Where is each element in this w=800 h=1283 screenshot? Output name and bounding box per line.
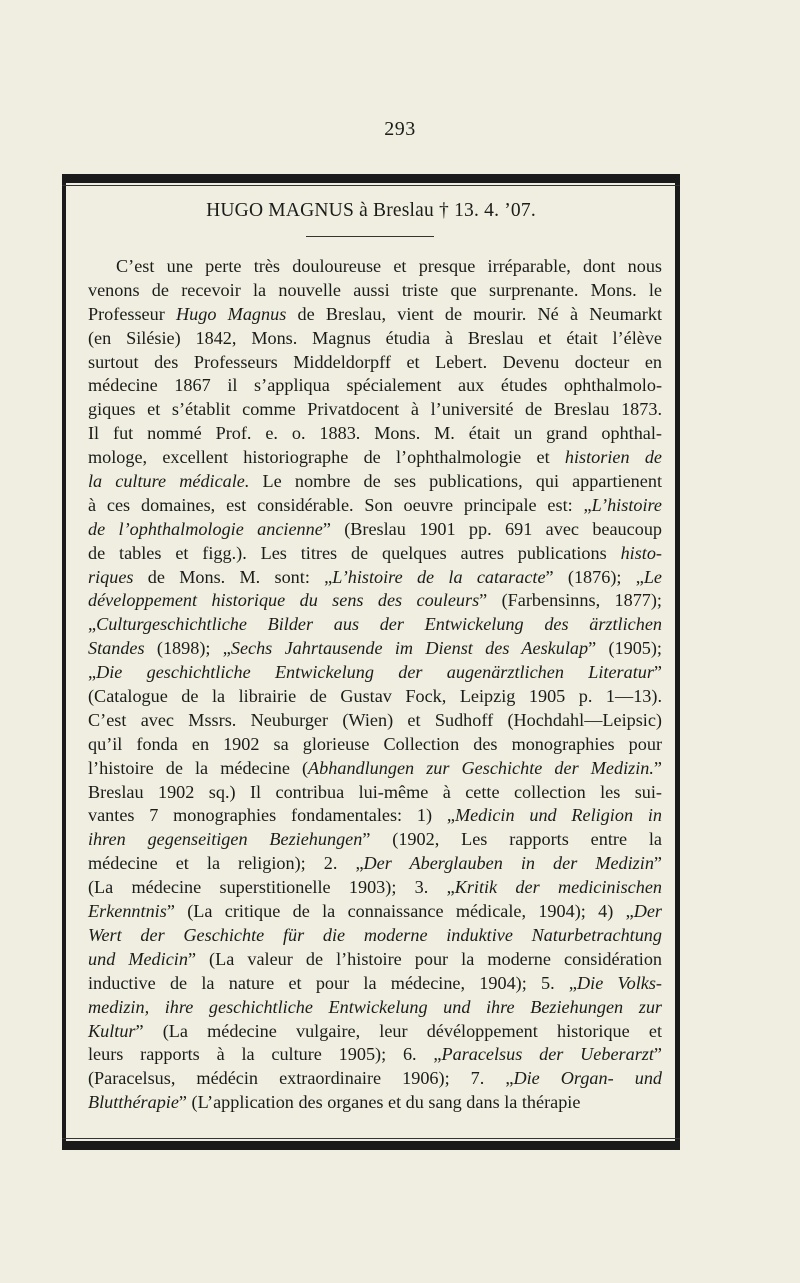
text-segment: ” (Breslau 1901 pp. 691 avec beaucoup: [322, 518, 663, 539]
heading-divider: [306, 236, 434, 237]
text-line: [88, 709, 662, 733]
italic-text: L’histoire de la cataracte: [332, 566, 546, 587]
text-line: [88, 948, 662, 972]
text-segment: ” (Farbensinns, 1877);: [479, 590, 662, 611]
text-line: [88, 589, 662, 613]
obituary-body-text: [88, 255, 662, 1115]
text-segment: ” (1905);: [588, 638, 662, 659]
text-segment: (1898); „: [144, 638, 231, 659]
text-segment: Breslau 1902 sq.) Il contribua lui-même à cette collection les sui-: [88, 781, 662, 802]
italic-text: la culture médicale.: [88, 471, 250, 492]
italic-text: Medicin und Religion in: [454, 805, 663, 826]
text-segment: ” (L’application des organes et du sang dans la thérapie: [178, 1092, 581, 1113]
text-segment: médecine et la religion); 2. „: [88, 853, 364, 874]
italic-text: Die Volks-: [577, 972, 662, 993]
text-segment: surtout des Professeurs Middeldorpff et Lebert. Devenu docteur en: [88, 351, 662, 372]
italic-text: historien de: [564, 447, 662, 468]
text-segment: médecine 1867 il s’appliqua spécialement aux études ophthalmolo-: [88, 375, 662, 396]
text-line: [88, 661, 662, 685]
text-line: [88, 757, 662, 781]
text-segment: Il fut nommé Prof. e. o. 1883. Mons. M. était un grand ophthal-: [88, 423, 662, 444]
text-segment: ”: [653, 1044, 662, 1065]
text-segment: mologe, excellent historiographe de l’ophthalmologie et: [88, 447, 565, 468]
italic-text: Le: [643, 566, 662, 587]
italic-text: Die Organ- und: [513, 1068, 663, 1089]
text-line: [88, 613, 662, 637]
text-line: [88, 422, 662, 446]
italic-text: Kritik der medicinischen: [454, 877, 662, 898]
text-line: [88, 255, 662, 279]
text-segment: Professeur: [88, 303, 177, 324]
text-line: [88, 542, 662, 566]
text-line: [88, 828, 662, 852]
text-segment: ” (La médecine vulgaire, leur dévéloppement historique et: [135, 1020, 662, 1041]
text-segment: leurs rapports à la culture 1905); 6. „: [88, 1044, 442, 1065]
text-segment: (La médecine superstitionelle 1903); 3. „: [88, 877, 455, 898]
italic-text: und Medicin: [88, 948, 188, 969]
text-segment: de tables et figg.). Les titres de quelques autres publications: [88, 542, 621, 563]
text-segment: ” (La critique de la connaissance médicale, 1904); 4) „: [166, 901, 634, 922]
italic-text: Paracelsus der Ueberarzt: [441, 1044, 654, 1065]
text-segment: C’est une perte très douloureuse et presque irréparable, dont nous: [116, 256, 662, 276]
text-segment: „: [88, 662, 97, 683]
text-segment: de Breslau, vient de mourir. Né à Neumarkt: [286, 303, 662, 324]
text-segment: Le nombre de ses publications, qui appartienent: [249, 471, 662, 492]
text-line: [88, 996, 662, 1020]
italic-text: Der Aberglauben in der Medizin: [363, 853, 654, 874]
italic-text: medizin, ihre geschichtliche Entwickelung und ihre Beziehungen zur: [88, 996, 662, 1017]
text-line: [88, 398, 662, 422]
frame-inner-rule-top: [62, 185, 680, 186]
text-line: [88, 494, 662, 518]
text-line: [88, 781, 662, 805]
text-segment: de Mons. M. sont: „: [133, 566, 333, 587]
text-segment: qu’il fonda en 1902 sa glorieuse Collection des monographies pour: [88, 733, 662, 754]
italic-text: riques: [88, 566, 134, 587]
text-line: [88, 733, 662, 757]
text-segment: vantes 7 monographies fondamentales: 1) „: [88, 805, 455, 826]
text-line: [88, 1020, 662, 1044]
frame-inner-rule-bottom: [62, 1138, 680, 1139]
italic-text: Wert der Geschichte für die moderne induktive Naturbetrachtung: [88, 924, 662, 945]
text-segment: ” (1902, Les rapports entre la: [362, 829, 662, 850]
text-line: [88, 374, 662, 398]
text-segment: (Paracelsus, médécin extraordinaire 1906); 7. „: [88, 1068, 514, 1089]
italic-text: de l’ophthalmologie ancienne: [88, 518, 323, 539]
text-segment: „: [88, 614, 97, 635]
italic-text: Hugo Magnus: [176, 303, 287, 324]
text-line: [88, 876, 662, 900]
text-segment: l’histoire de la médecine (: [88, 757, 309, 778]
italic-text: Culturgeschichtliche Bilder aus der Entwickelung des ärztlichen: [96, 614, 662, 635]
text-line: [88, 303, 662, 327]
text-line: [88, 637, 662, 661]
text-segment: à ces domaines, est considérable. Son oeuvre principale est: „: [88, 494, 592, 515]
text-line: [88, 279, 662, 303]
italic-text: histo-: [620, 542, 662, 563]
italic-text: Erkenntnis: [88, 901, 167, 922]
obituary-heading: HUGO MAGNUS à Breslau † 13. 4. ’07.: [206, 200, 536, 221]
italic-text: Standes: [88, 638, 145, 659]
italic-text: Der: [633, 901, 662, 922]
text-line: [88, 518, 662, 542]
text-line: [88, 900, 662, 924]
italic-text: développement historique du sens des couleurs: [88, 590, 480, 611]
text-line: [88, 327, 662, 351]
text-segment: ”: [653, 662, 662, 683]
text-line: [88, 1067, 662, 1091]
text-line: [88, 852, 662, 876]
page-number: 293: [384, 118, 416, 140]
text-segment: giques et s’établit comme Privatdocent à l’université de Breslau 1873.: [88, 399, 662, 420]
text-line: [88, 351, 662, 375]
text-segment: venons de recevoir la nouvelle aussi triste que surprenante. Mons. le: [88, 279, 662, 300]
italic-text: Abhandlungen zur Geschichte der Medizin.: [308, 757, 654, 778]
italic-text: Kultur: [88, 1020, 136, 1041]
italic-text: Die geschichtliche Entwickelung der augenärztlichen Literatur: [96, 662, 654, 683]
text-segment: (Catalogue de la librairie de Gustav Fock, Leipzig 1905 p. 1—13).: [88, 686, 662, 707]
text-line: [88, 1043, 662, 1067]
italic-text: ihren gegenseitigen Beziehungen: [88, 829, 363, 850]
text-segment: (en Silésie) 1842, Mons. Magnus étudia à Breslau et était l’élève: [88, 327, 662, 348]
text-segment: ”: [653, 757, 662, 778]
text-line: [88, 804, 662, 828]
text-line: [88, 1091, 662, 1115]
text-line: [88, 685, 662, 709]
italic-text: Blutthérapie: [88, 1092, 179, 1113]
text-segment: ”: [653, 853, 662, 874]
text-line: [88, 924, 662, 948]
italic-text: L’histoire: [591, 494, 662, 515]
text-segment: C’est avec Mssrs. Neuburger (Wien) et Sudhoff (Hochdahl—Leipsic): [88, 709, 662, 730]
italic-text: Sechs Jahrtausende im Dienst des Aeskulap: [230, 638, 589, 659]
text-segment: ” (1876); „: [545, 566, 644, 587]
text-segment: ” (La valeur de l’histoire pour la moderne considération: [187, 948, 663, 969]
text-line: [88, 446, 662, 470]
text-line: [88, 470, 662, 494]
text-line: [88, 566, 662, 590]
text-line: [88, 972, 662, 996]
text-segment: inductive de la nature et pour la médecine, 1904); 5. „: [88, 972, 578, 993]
